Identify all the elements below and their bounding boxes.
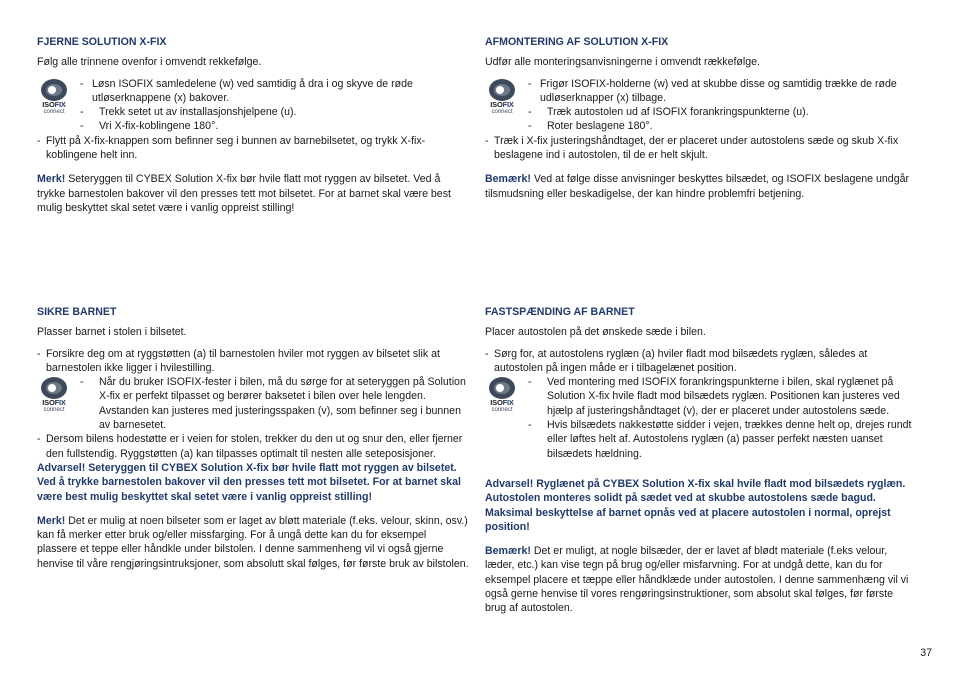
list-item: - Træk i X-fix justeringshåndtaget, der er placeret under autostolens sæde og skub X-fix beslagene ind i autostolen, til de er helt skjult.: [485, 134, 917, 163]
intro-text: Plasser barnet i stolen i bilsetet.: [37, 326, 187, 339]
list-item: - Når du bruker ISOFIX-fester i bilen, må du sørge for at seteryggen på Solution X-fix er perfekt tilpasset og berører baksetet i bilen over hele lengden. Avstanden kan justeres med justeringsspaken (v), som befinner seg i bunnen av barnesetet.: [75, 375, 469, 432]
isofix-step-block: [485, 375, 917, 461]
isofix-step-block: [37, 77, 469, 134]
intro-text: Udfør alle monteringsanvisningerne i omvendt rækkefølge.: [485, 56, 760, 69]
list-item: - Træk autostolen ud af ISOFIX forankringspunkterne (u).: [523, 105, 917, 119]
list-item: - Trekk setet ut av installasjonshjelpene (u).: [75, 105, 469, 119]
section-heading: FJERNE SOLUTION X-FIX: [37, 36, 167, 48]
note-text: Ved at følge disse anvisninger beskyttes bilsædet, og ISOFIX beslagene undgår tilsmudsning eller beskadigelse, der kan hindre problemfri betjening.: [485, 173, 910, 200]
list-item: - Frigør ISOFIX-holderne (w) ved at skubbe disse og samtidig trække de røde udløserknapper (x) tilbage.: [523, 77, 917, 106]
intro-text: Følg alle trinnene ovenfor i omvendt rekkefølge.: [37, 56, 262, 69]
note-label: Bemærk!: [485, 173, 531, 186]
section-heading: AFMONTERING AF SOLUTION X-FIX: [485, 36, 669, 48]
isofix-connect-logo-icon: ISOFIX connect: [485, 79, 519, 117]
note-text: Det er mulig at noen bilseter som er laget av bløtt materiale (f.eks. velour, skinn, osv.) kan få merker etter bruk og/eller missfarging. For å ungå dette kan du for eksempel plassere et teppe eller håndkle under bilstolen. I denne sammenheng vil vi også gjerne henvise til våre rengjøringsintruksjoner, som absolutt skal følges, før første bruk av bilstolen.: [37, 514, 469, 570]
list-item: - Vri X-fix-koblingene 180°.: [75, 119, 469, 133]
note-text: Det er muligt, at nogle bilsæder, der er lavet af blødt materiale (f.eks velour, læder, etc.) kan vise tegn på brug og/eller misfarvning. For at undgå dette, kan du for eksempel placere et tæppe eller håndklæde under autostolen. I denne sammenhæng vil vi også gerne henvise til vores rengøringsinstruktioner, som absolut skal følges, før første brug af autostolen.: [485, 545, 909, 615]
note-paragraph: [485, 172, 917, 201]
note-paragraph: [37, 514, 469, 571]
section-heading: SIKRE BARNET: [37, 306, 117, 318]
section-secure-child-no: [37, 305, 469, 571]
isofix-connect-logo-icon: ISOFIX connect: [37, 377, 71, 415]
note-text: Seteryggen til CYBEX Solution X-fix bør hvile flatt mot ryggen av bilsetet. Ved å trykke barnestolen bakover vil den presses tett mot bilsetet. For at barnet skal være best mulig beskyttet skal setet være i vanlig oppreist stilling!: [37, 173, 451, 214]
list-item: - Sørg for, at autostolens ryglæn (a) hviler fladt mod bilsædets ryglæn, således at autostolen på ingen måde er i tilbagelænet position.: [485, 347, 917, 376]
note-paragraph: [485, 544, 917, 615]
section-heading: FASTSPÆNDING AF BARNET: [485, 306, 635, 318]
section-remove-solution-no: [37, 35, 469, 215]
note-label: Bemærk!: [485, 545, 531, 558]
note-label: Merk!: [37, 514, 66, 527]
note-label: Merk!: [37, 173, 66, 186]
list-item: - Ved montering med ISOFIX forankringspunkterne i bilen, skal ryglænet på Solution X-fix hvile fladt mod bilsædets ryglæn. Positionen kan justeres ved hjælp af justeringshåndtaget (v), der er placeret under autostolens sæde.: [523, 375, 917, 418]
list-item: - Løsn ISOFIX samledelene (w) ved samtidig å dra i og skyve de røde utløserknappene (x) bakover.: [75, 77, 469, 106]
warning-paragraph: Advarsel! Ryglænet på CYBEX Solution X-fix skal hvile fladt mod bilsædets ryglæn. Autostolen monteres solidt på sædet ved at skubbe autostolens sæde bagud. Maksimal beskyttelse af barnet opnås ved at placere autostolen i normal, oprejst position!: [485, 477, 906, 533]
section-secure-child-da: [485, 305, 917, 616]
list-item: - Hvis bilsædets nakkestøtte sidder i vejen, trækkes denne helt op, drejes rundt eller løftes helt af. Autostolens ryglæn (a) passer perfekt næsten uanset bilsædets hældning.: [523, 418, 917, 461]
page-number: 37: [920, 647, 932, 659]
isofix-step-block: [485, 77, 917, 134]
isofix-connect-logo-icon: ISOFIX connect: [37, 79, 71, 117]
section-remove-solution-da: [485, 35, 917, 201]
list-item: - Roter beslagene 180°.: [523, 119, 917, 133]
warning-paragraph: Advarsel! Seteryggen til CYBEX Solution X-fix bør hvile flatt mot ryggen av bilsetet. Ved å trykke barnestolen bakover vil den presses tett mot bilsetet. For at barnet skal være best mulig beskyttet skal setet være i vanlig oppreist stilling!: [37, 461, 461, 503]
list-item: - Flytt på X-fix-knappen som befinner seg i bunnen av barnebilsetet, og trykk X-fix-koblingene helt inn.: [37, 134, 469, 163]
intro-text: Placer autostolen på det ønskede sæde i bilen.: [485, 326, 706, 339]
isofix-step-block: [37, 375, 469, 432]
list-item: - Forsikre deg om at ryggstøtten (a) til barnestolen hviler mot ryggen av bilsetet slik at barnestolen ikke ligger i hvilestilling.: [37, 347, 469, 376]
isofix-connect-logo-icon: ISOFIX connect: [485, 377, 519, 415]
list-item: - Dersom bilens hodestøtte er i veien for stolen, trekker du den ut og snur den, eller fjerner den fullstendig. Ryggstøtten (a) kan tilpasses optimalt til nesten alle seteposisjoner.: [37, 432, 469, 461]
note-paragraph: [37, 172, 469, 215]
